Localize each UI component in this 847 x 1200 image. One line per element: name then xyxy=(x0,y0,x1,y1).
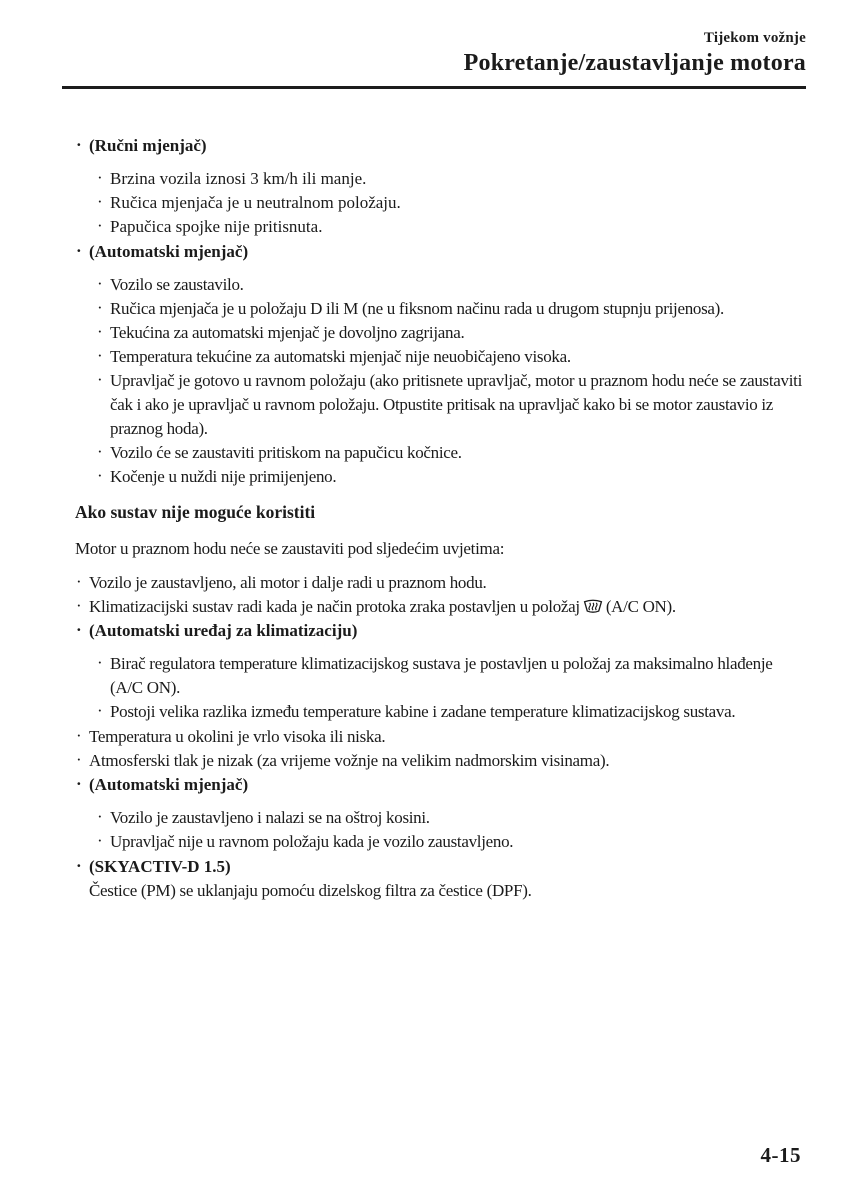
group-label-auto-climate: · (Automatski uređaj za klimatizaciju) xyxy=(75,619,806,643)
list-item: · Postoji velika razlika između temperature kabine i zadane temperature klimatizacijskog sustava. xyxy=(96,700,806,724)
list-item: · Temperatura u okolini je vrlo visoka ili niska. xyxy=(75,725,806,749)
sub-list-auto-climate xyxy=(96,652,806,724)
list-item: · Brzina vozila iznosi 3 km/h ili manje. xyxy=(96,167,806,191)
list-item: · Tekućina za automatski mjenjač je dovoljno zagrijana. xyxy=(96,321,806,345)
bullet-list-conditions xyxy=(75,134,806,489)
bullet-list-exceptions xyxy=(75,571,806,903)
list-item: · Vozilo je zaustavljeno i nalazi se na oštroj kosini. xyxy=(96,806,806,830)
ac-mode-text-before: Klimatizacijski sustav radi kada je način protoka zraka postavljen u položaj xyxy=(89,597,580,616)
list-item: · Kočenje u nuždi nije primijenjeno. xyxy=(96,465,806,489)
list-item: · Ručica mjenjača je u položaju D ili M (ne u fiksnom načinu rada u drugom stupnju prijenosa). xyxy=(96,297,806,321)
page-header xyxy=(75,30,806,89)
list-item: · Birač regulatora temperature klimatizacijskog sustava je postavljen u položaj za maksimalno hlađenje (A/C ON). xyxy=(96,652,806,700)
list-item: · Vozilo će se zaustaviti pritiskom na papučicu kočnice. xyxy=(96,441,806,465)
skyactiv-note: Čestice (PM) se uklanjaju pomoću dizelskog filtra za čestice (DPF). xyxy=(89,881,532,900)
list-item: · Papučica spojke nije pritisnuta. xyxy=(96,215,806,239)
sub-list-automatic-transmission-2 xyxy=(96,806,806,854)
list-item: · Upravljač je gotovo u ravnom položaju (ako pritisnete upravljač, motor u praznom hodu neće se zaustaviti čak i ako je upravljač u ravnom položaju. Otpustite pritisak na upravljač kako bi se motor zaustavio iz praznog hoda). xyxy=(96,369,806,441)
windshield-defrost-icon xyxy=(582,598,604,615)
page-title: Pokretanje/zaustavljanje motora xyxy=(463,50,806,76)
group-label-manual-transmission: · (Ručni mjenjač) xyxy=(75,134,806,158)
header-rule xyxy=(62,86,806,89)
list-item: · Vozilo se zaustavilo. xyxy=(96,273,806,297)
intro-paragraph: Motor u praznom hodu neće se zaustaviti pod sljedećim uvjetima: xyxy=(75,539,505,558)
group-label-automatic-transmission: · (Automatski mjenjač) xyxy=(75,240,806,264)
sub-list-automatic-transmission xyxy=(96,273,806,489)
group-label-automatic-transmission-2: · (Automatski mjenjač) xyxy=(75,773,806,797)
page-content xyxy=(75,134,806,903)
list-item: · Temperatura tekućine za automatski mjenjač nije neuobičajeno visoka. xyxy=(96,345,806,369)
sub-list-manual-transmission xyxy=(96,167,806,239)
page-number: 4-15 xyxy=(760,1143,801,1167)
list-item: · Ručica mjenjača je u neutralnom položaju. xyxy=(96,191,806,215)
list-item: · Upravljač nije u ravnom položaju kada je vozilo zaustavljeno. xyxy=(96,830,806,854)
header-kicker: Tijekom vožnje xyxy=(703,30,806,46)
group-label-skyactiv: · (SKYACTIV-D 1.5) xyxy=(75,855,806,879)
list-item: · Atmosferski tlak je nizak (za vrijeme vožnje na velikim nadmorskim visinama). xyxy=(75,749,806,773)
ac-mode-text-after: (A/C ON). xyxy=(605,597,676,616)
list-item-ac-mode xyxy=(75,595,806,619)
list-item: · Vozilo je zaustavljeno, ali motor i dalje radi u praznom hodu. xyxy=(75,571,806,595)
section-heading: Ako sustav nije moguće koristiti xyxy=(75,502,316,522)
